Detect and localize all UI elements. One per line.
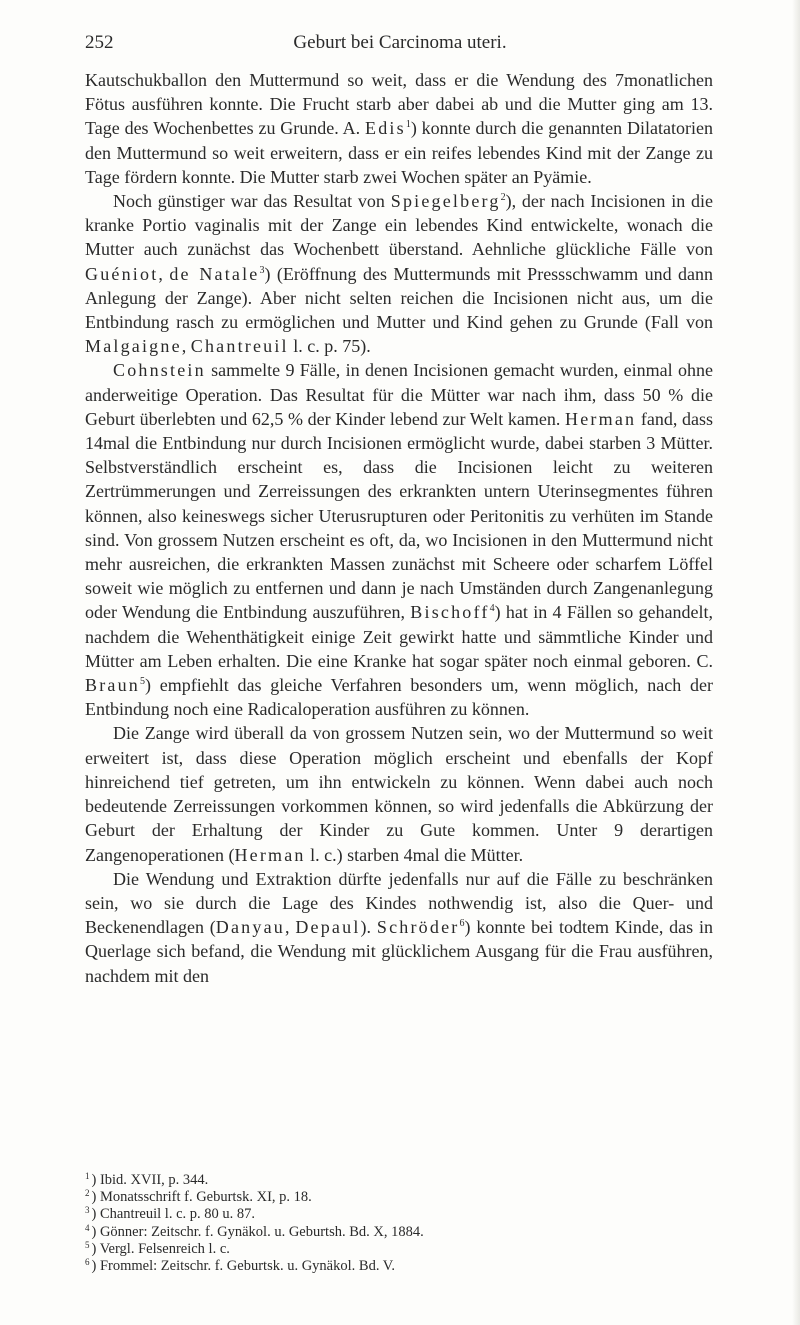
page-edge-shadow: [792, 0, 800, 1325]
author-name: Herman: [565, 408, 637, 429]
paragraph-5: Die Wendung und Extraktion dürfte jedenfalls nur auf die Fälle zu beschränken sein, wo sie durch die Lage des Kindes nothwendig ist, also die Quer- und Beckenendlagen (Danyau, Depaul). Schröder$^6$) konnte bei todtem Kinde, das in Querlage sich befand, die Wendung mit glücklichem Ausgang für die Frau ausführen, nachdem mit den: [85, 868, 714, 986]
running-title: Geburt bei Carcinoma uteri.: [293, 32, 507, 53]
footnote: $^5$ ) Vergl. Felsenreich l. c.: [85, 1239, 230, 1257]
paragraph-4: Die Zange wird überall da von grossem Nutzen sein, wo der Muttermund so weit erweitert ist, dass diese Operation möglich erscheint und ebenfalls der Kopf hinreichend tief getreten, um ihn entwickeln zu können. Wenn dabei auch noch bedeutende Zerreissungen vorkommen können, so wird jedenfalls die Abkürzung der Geburt der Erhaltung der Kinder zu Gute kommen. Unter 9 derartigen Zangenoperationen (Herman l. c.) starben 4mal die Mütter.: [85, 723, 713, 865]
footnote-ref: 3: [259, 264, 265, 276]
author-name: Schröder: [376, 917, 460, 938]
footnotes: [85, 1172, 713, 1275]
page-number: 252: [85, 32, 114, 53]
paragraph-1: Kautschukballon den Muttermund so weit, dass er die Wendung des 7monatlichen Fötus ausführen konnte. Die Frucht starb aber dabei ab und die Mutter ging am 13. Tage des Wochenbettes zu Grunde. A. Edis$^1$) konnte durch die genannten Dilatatorien den Muttermund so weit erweitern, dass er ein reifes lebendes Kind mit der Zange zu Tage fördern konnte. Die Mutter starb zwei Wochen später an Pyämie.: [85, 70, 713, 187]
author-name: Danyau: [215, 917, 285, 938]
author-name: Herman: [234, 844, 306, 865]
paragraph-2: Noch günstiger war das Resultat von Spiegelberg$^2$), der nach Incisionen in die kranke Portio vaginalis mit der Zange ein lebendes Kind entwickelte, wonach die Mutter auch zunächst das Wochenbett überstand. Aehnliche glückliche Fälle von Guéniot, de Natale$^3$) (Eröffnung des Muttermunds mit Pressschwamm und dann Anlegung der Zange). Aber nicht selten reichen die Incisionen nicht aus, um die Entbindung rasch zu ermöglichen und Mutter und Kind gehen zu Grunde (Fall von Malgaigne, Chantreuil l. c. p. 75).: [85, 191, 713, 357]
footnote-ref: 6: [459, 918, 465, 930]
footnote: $^4$ ) Gönner: Zeitschr. f. Gynäkol. u. Geburtsh. Bd. X, 1884.: [85, 1222, 424, 1240]
author-name: Bischoff: [410, 602, 490, 623]
footnote: $^6$ ) Frommel: Zeitschr. f. Geburtsk. u. Gynäkol. Bd. V.: [85, 1257, 396, 1275]
author-name: Braun: [85, 675, 140, 696]
footnote-ref: 2: [500, 192, 506, 204]
footnote-ref: 1: [405, 119, 411, 131]
author-name: de Natale: [169, 263, 260, 284]
footnote: $^1$ ) Ibid. XVII, p. 344.: [85, 1171, 209, 1188]
author-name: Spiegelberg: [390, 191, 501, 212]
footnote: $^3$ ) Chantreuil l. c. p. 80 u. 87.: [85, 1205, 256, 1223]
footnote-ref: 4: [489, 603, 495, 615]
footnote-ref: 5: [140, 676, 145, 688]
paragraph-3: Cohnstein sammelte 9 Fälle, in denen Incisionen gemacht wurden, einmal ohne anderweitige Operation. Das Resultat für die Mütter war nach ihm, dass 50 % die Geburt überlebten und 62,5 % der Kinder lebend zur Welt kamen. Herman fand, dass 14mal die Entbindung nur durch Incisionen ermöglicht wurde, dabei starben 3 Mütter. Selbstverständlich erscheint es, dass die Incisionen leicht zu weiteren Zertrümmerungen und Zerreissungen des erkrankten untern Uterinsegmentes führen können, also keineswegs sicher Uterusrupturen oder Peritonitis zu verhüten im Stande sind. Von grossem Nutzen erscheint es oft, da, wo Incisionen in den Muttermund nicht mehr ausreichen, die erkrankten Massen zunächst mit Scheere oder scharfem Löffel soweit wie möglich zu entfernen und dann je nach Umständen durch Zangenanlegung oder Wendung die Entbindung auszuführen, Bischoff$^4$) hat in 4 Fällen so gehandelt, nachdem die Wehenthätigkeit einige Zeit gewirkt hatte und sämmtliche Kinder und Mütter am Leben erhalten. Die eine Kranke hat sogar später noch einmal geboren. C. Braun$^5$) empfiehlt das gleiche Verfahren besonders um, wenn möglich, nach der Entbindung noch eine Radicaloperation ausführen zu können.: [85, 360, 713, 720]
author-name: Edis: [365, 118, 406, 139]
body-text: [85, 68, 713, 988]
footnote: $^2$ ) Monatsschrift f. Geburtsk. XI, p. 18.: [85, 1188, 312, 1206]
page-header: [85, 32, 715, 58]
author-name: Guéniot: [85, 263, 159, 284]
author-name: Chantreuil: [190, 336, 289, 357]
author-name: Malgaigne: [85, 336, 182, 357]
author-name: Depaul: [295, 917, 361, 938]
author-name: Cohnstein: [113, 360, 206, 381]
